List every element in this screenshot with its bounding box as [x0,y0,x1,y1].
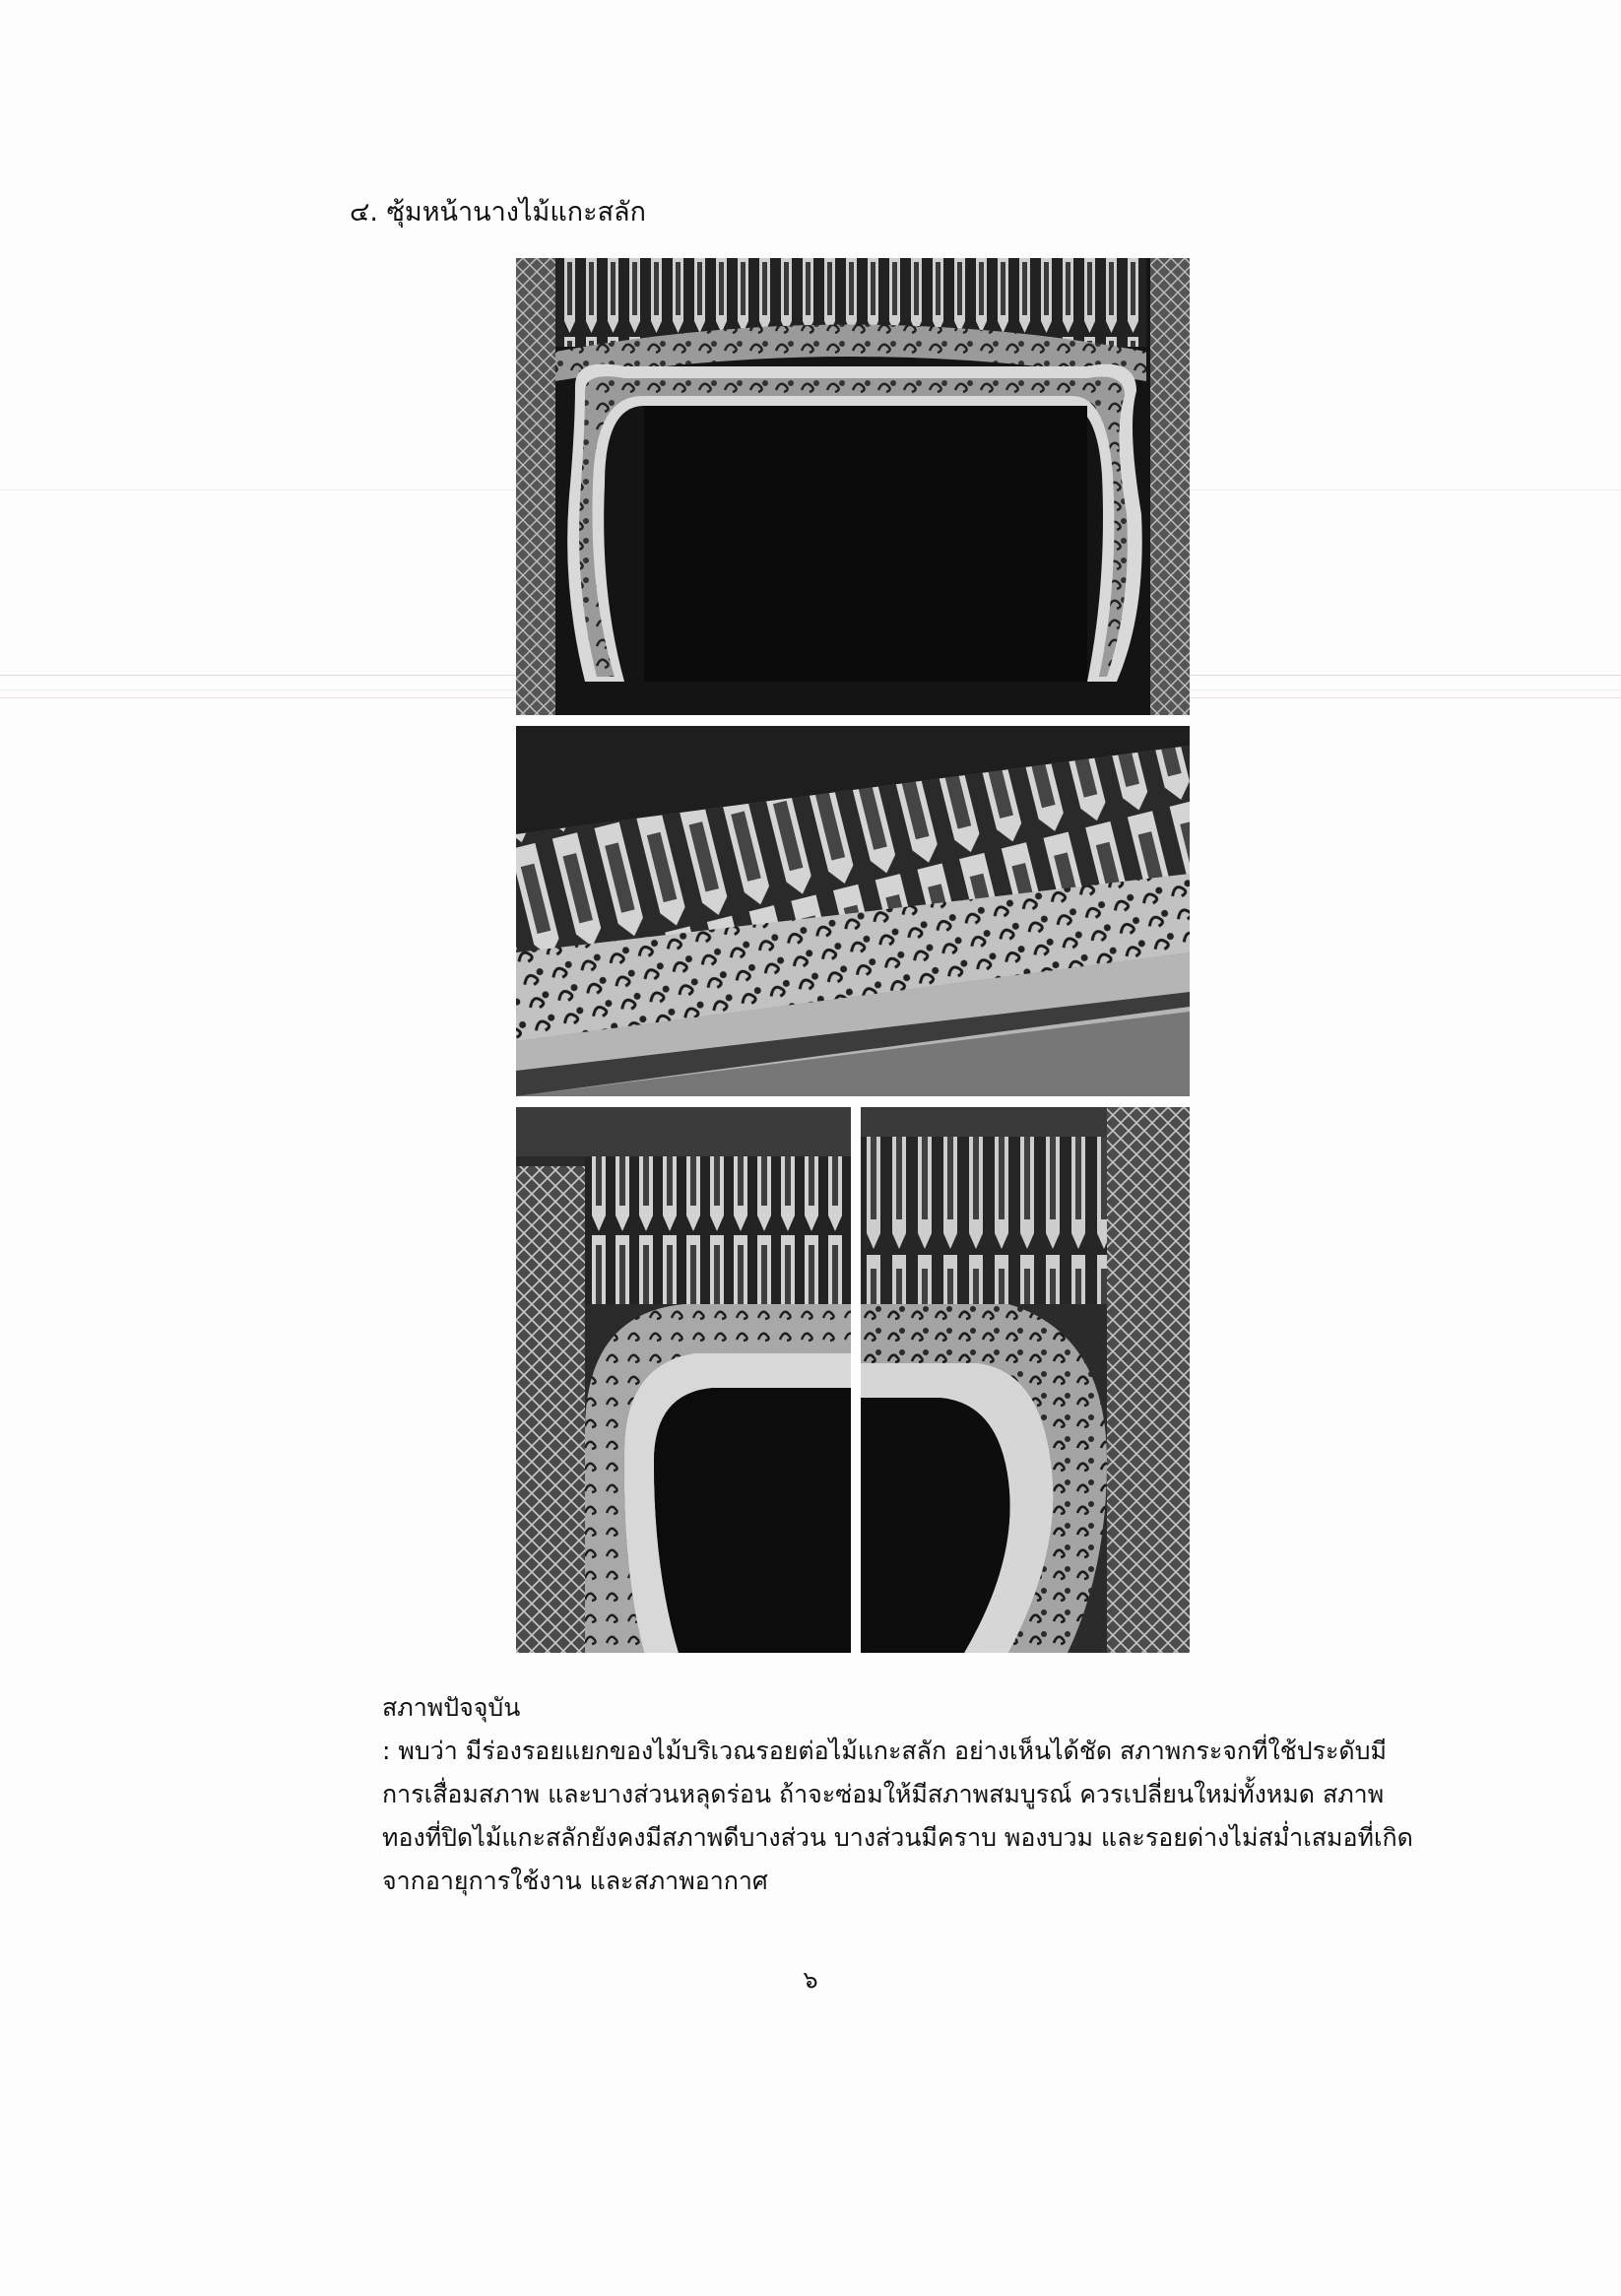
photo-carved-eave-detail [516,726,1190,1096]
condition-line: ทองที่ปิดไม้แกะสลักยังคงมีสภาพดีบางส่วน บางส่วนมีคราบ พองบวม และรอยด่างไม่สม่ำเสมอที่เกิด [382,1823,1413,1852]
condition-line: การเสื่อมสภาพ และบางส่วนหลุดร่อน ถ้าจะซ่อมให้มีสภาพสมบูรณ์ ควรเปลี่ยนใหม่ทั้งหมด สภาพ [382,1780,1385,1808]
condition-line: จากอายุการใช้งาน และสภาพอากาศ [382,1867,768,1895]
photo-carved-arch-front [516,258,1190,715]
photo-arch-right-corner [861,1107,1190,1653]
condition-title: สภาพปัจจุบัน [382,1693,521,1722]
photo-arch-left-corner [516,1107,851,1653]
page-number: ๖ [803,1966,818,1994]
section-heading: ๔. ซุ้มหน้านางไม้แกะสลัก [350,197,646,228]
condition-line: : พบว่า มีร่องรอยแยกของไม้บริเวณรอยต่อไม้แกะสลัก อย่างเห็นได้ชัด สภาพกระจกที่ใช้ประดับมี [382,1737,1388,1765]
condition-section [382,1686,1446,1903]
